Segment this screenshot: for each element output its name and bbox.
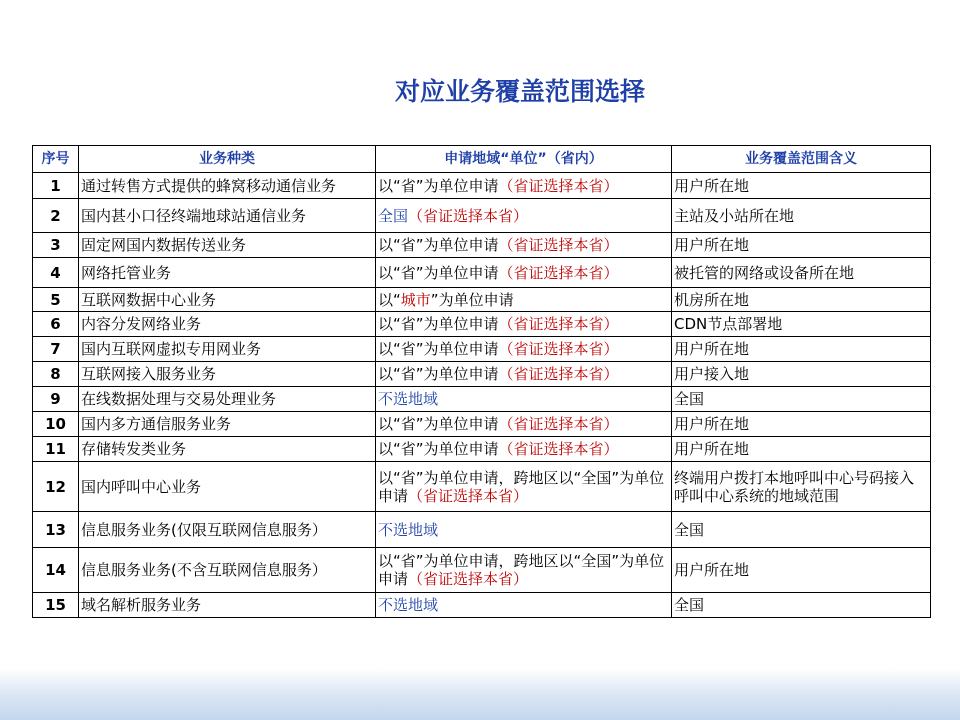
region-note: （省证选择本省） bbox=[498, 340, 619, 358]
region-city: 城市 bbox=[400, 290, 431, 309]
table-body bbox=[33, 173, 931, 618]
region-unit bbox=[376, 387, 672, 412]
header-type: 业务种类 bbox=[79, 146, 376, 173]
coverage-scope: 用户所在地 bbox=[672, 437, 931, 462]
region-unit bbox=[376, 173, 672, 199]
table-row bbox=[33, 288, 931, 312]
row-number: 15 bbox=[33, 593, 79, 618]
service-type: 国内呼叫中心业务 bbox=[79, 462, 376, 512]
row-number: 10 bbox=[33, 412, 79, 437]
region-note: （省证选择本省） bbox=[498, 440, 619, 458]
region-unit bbox=[376, 593, 672, 618]
row-number: 8 bbox=[33, 362, 79, 387]
region-unit bbox=[376, 258, 672, 288]
table-row bbox=[33, 437, 931, 462]
service-type: 信息服务业务(仅限互联网信息服务） bbox=[79, 512, 376, 548]
coverage-scope: 用户所在地 bbox=[672, 548, 931, 593]
table-row bbox=[33, 337, 931, 362]
service-type: 互联网接入服务业务 bbox=[79, 362, 376, 387]
row-number: 14 bbox=[33, 548, 79, 593]
region-unit bbox=[376, 437, 672, 462]
region-unit bbox=[376, 288, 672, 312]
table-row bbox=[33, 548, 931, 593]
region-note: （省证选择本省） bbox=[408, 570, 529, 588]
row-number: 2 bbox=[33, 199, 79, 233]
region-text: 以“省”为单位申请 bbox=[378, 315, 499, 333]
coverage-table bbox=[32, 145, 931, 618]
service-type: 互联网数据中心业务 bbox=[79, 288, 376, 312]
service-type: 网络托管业务 bbox=[79, 258, 376, 288]
service-type: 通过转售方式提供的蜂窝移动通信业务 bbox=[79, 173, 376, 199]
coverage-scope: 全国 bbox=[672, 512, 931, 548]
service-type: 存储转发类业务 bbox=[79, 437, 376, 462]
region-unit bbox=[376, 337, 672, 362]
header-region: 申请地域“单位”（省内） bbox=[376, 146, 672, 173]
row-number: 12 bbox=[33, 462, 79, 512]
service-type: 国内甚小口径终端地球站通信业务 bbox=[79, 199, 376, 233]
row-number: 3 bbox=[33, 233, 79, 258]
region-text: 以“省”为单位申请，跨地区以“全国”为单位申请 bbox=[378, 468, 665, 505]
row-number: 7 bbox=[33, 337, 79, 362]
table-row bbox=[33, 233, 931, 258]
region-note: （省证选择本省） bbox=[498, 236, 619, 254]
row-number: 5 bbox=[33, 288, 79, 312]
coverage-scope: 终端用户拨打本地呼叫中心号码接入呼叫中心系统的地域范围 bbox=[672, 462, 931, 512]
row-number: 1 bbox=[33, 173, 79, 199]
coverage-scope: 被托管的网络或设备所在地 bbox=[672, 258, 931, 288]
region-text: 以“省”为单位申请 bbox=[378, 236, 499, 254]
slide-title: 对应业务覆盖范围选择 bbox=[394, 77, 645, 106]
coverage-scope: CDN节点部署地 bbox=[672, 312, 931, 337]
table-row bbox=[33, 199, 931, 233]
table-row bbox=[33, 362, 931, 387]
region-text: 全国 bbox=[378, 206, 409, 225]
region-text: 以“省”为单位申请 bbox=[378, 263, 499, 282]
table-row bbox=[33, 258, 931, 288]
region-text: 以“省”为单位申请，跨地区以“全国”为单位申请 bbox=[378, 552, 665, 588]
service-type: 国内互联网虚拟专用网业务 bbox=[79, 337, 376, 362]
region-text: 以“省”为单位申请 bbox=[378, 415, 499, 433]
table-row bbox=[33, 312, 931, 337]
row-number: 11 bbox=[33, 437, 79, 462]
region-note: （省证选择本省） bbox=[498, 263, 619, 282]
table-row bbox=[33, 462, 931, 512]
region-note: （省证选择本省） bbox=[498, 365, 619, 383]
region-unit bbox=[376, 312, 672, 337]
table-header-row bbox=[33, 146, 931, 173]
region-text: 以“省”为单位申请 bbox=[378, 365, 499, 383]
region-unit bbox=[376, 512, 672, 548]
region-suffix: ”为单位申请 bbox=[430, 290, 514, 309]
region-unit bbox=[376, 233, 672, 258]
region-note: （省证选择本省） bbox=[408, 206, 529, 225]
region-unit bbox=[376, 462, 672, 512]
region-text: 不选地域 bbox=[378, 520, 439, 539]
region-prefix: 以“ bbox=[378, 290, 401, 309]
service-type: 信息服务业务(不含互联网信息服务） bbox=[79, 548, 376, 593]
service-type: 固定网国内数据传送业务 bbox=[79, 233, 376, 258]
region-text: 不选地域 bbox=[378, 596, 439, 614]
row-number: 9 bbox=[33, 387, 79, 412]
region-unit bbox=[376, 362, 672, 387]
table-row bbox=[33, 412, 931, 437]
region-text: 以“省”为单位申请 bbox=[378, 340, 499, 358]
coverage-scope: 用户所在地 bbox=[672, 412, 931, 437]
table-row bbox=[33, 593, 931, 618]
table-row bbox=[33, 173, 931, 199]
service-type: 在线数据处理与交易处理业务 bbox=[79, 387, 376, 412]
region-unit bbox=[376, 199, 672, 233]
region-text: 不选地域 bbox=[378, 390, 439, 408]
coverage-scope: 主站及小站所在地 bbox=[672, 199, 931, 233]
footer-band bbox=[0, 668, 960, 720]
service-type: 内容分发网络业务 bbox=[79, 312, 376, 337]
region-note: （省证选择本省） bbox=[498, 415, 619, 433]
table-row bbox=[33, 387, 931, 412]
region-note: （省证选择本省） bbox=[408, 486, 529, 505]
service-type: 国内多方通信服务业务 bbox=[79, 412, 376, 437]
region-unit bbox=[376, 412, 672, 437]
coverage-scope: 机房所在地 bbox=[672, 288, 931, 312]
table-row bbox=[33, 512, 931, 548]
coverage-scope: 用户所在地 bbox=[672, 337, 931, 362]
region-note: （省证选择本省） bbox=[498, 176, 619, 195]
region-text: 以“省”为单位申请 bbox=[378, 440, 499, 458]
coverage-scope: 用户所在地 bbox=[672, 173, 931, 199]
row-number: 6 bbox=[33, 312, 79, 337]
header-scope: 业务覆盖范围含义 bbox=[672, 146, 931, 173]
region-unit bbox=[376, 548, 672, 593]
row-number: 13 bbox=[33, 512, 79, 548]
coverage-scope: 全国 bbox=[672, 593, 931, 618]
row-number: 4 bbox=[33, 258, 79, 288]
region-text: 以“省”为单位申请 bbox=[378, 176, 499, 195]
coverage-scope: 全国 bbox=[672, 387, 931, 412]
region-note: （省证选择本省） bbox=[498, 315, 619, 333]
coverage-scope: 用户所在地 bbox=[672, 233, 931, 258]
service-type: 域名解析服务业务 bbox=[79, 593, 376, 618]
header-no: 序号 bbox=[33, 146, 79, 173]
coverage-scope: 用户接入地 bbox=[672, 362, 931, 387]
